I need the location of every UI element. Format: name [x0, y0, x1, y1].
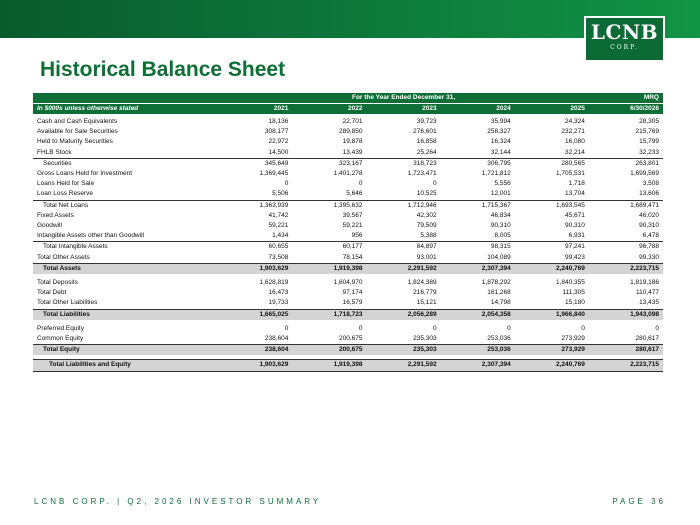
cell-value: 1,840,355 [555, 279, 585, 287]
cell-value: 1,718 [568, 180, 585, 188]
cell-value: 2,056,289 [367, 309, 441, 320]
table-row [33, 127, 663, 137]
cell-value: 42,302 [416, 211, 437, 219]
cell-value: 1,903,629 [218, 263, 292, 274]
cell-value: 280,617 [589, 345, 663, 356]
cell-value: 45,671 [564, 211, 585, 219]
table-row [33, 324, 663, 334]
cell-value: 956 [351, 232, 363, 240]
cell-value: 0 [432, 324, 437, 332]
cell-value: 280,565 [515, 158, 589, 169]
cell-value: 323,167 [292, 158, 366, 169]
column-header: 2023 [367, 104, 441, 115]
cell-value: 1,919,398 [292, 263, 366, 274]
cell-value: 1,824,389 [407, 279, 437, 287]
cell-value: 90,310 [564, 222, 585, 230]
cell-value: 2,291,592 [367, 263, 441, 274]
cell-value: 99,330 [639, 253, 659, 261]
row-label: Total Liabilities [33, 309, 218, 320]
cell-value: 90,310 [639, 222, 659, 230]
cell-value: 345,649 [218, 158, 292, 169]
cell-value: 15,180 [564, 299, 585, 307]
table-row [33, 169, 663, 179]
table-row [33, 137, 663, 147]
row-label: Loan Loss Reserve [37, 190, 94, 198]
cell-value: 273,929 [515, 345, 589, 356]
company-logo [584, 16, 665, 62]
cell-value: 1,723,471 [407, 170, 437, 178]
row-label: Available for Sale Securities [37, 128, 118, 136]
cell-value: 32,144 [490, 148, 511, 156]
cell-value: 59,221 [268, 222, 289, 230]
table-row [33, 278, 663, 288]
cell-value: 306,795 [441, 158, 515, 169]
row-label: Fixed Assets [37, 211, 74, 219]
cell-value: 216,779 [413, 289, 437, 297]
cell-value: 110,477 [635, 289, 659, 297]
table-row [33, 288, 663, 298]
table-row [33, 148, 663, 159]
row-label: Held to Maturity Securities [37, 138, 113, 146]
cell-value: 13,439 [342, 148, 363, 156]
cell-value: 1,604,970 [333, 279, 363, 287]
cell-value: 46,020 [639, 211, 659, 219]
cell-value: 16,473 [268, 289, 289, 297]
cell-value: 12,001 [490, 190, 511, 198]
cell-value: 318,723 [367, 158, 441, 169]
balance-sheet-table [33, 93, 663, 372]
table-row [33, 179, 663, 189]
cell-value: 1,689,471 [589, 200, 663, 211]
cell-value: 16,324 [490, 138, 511, 146]
cell-value: 1,699,569 [630, 170, 659, 178]
sub-row [33, 242, 663, 253]
cell-value: 84,897 [367, 242, 441, 253]
cell-value: 200,675 [292, 345, 366, 356]
cell-value: 2,307,394 [441, 360, 515, 371]
table-row [33, 253, 663, 264]
total-row [33, 263, 663, 274]
cell-value: 96,788 [589, 242, 663, 253]
cell-value: 13,435 [639, 299, 659, 307]
cell-value: 1,718,723 [292, 309, 366, 320]
cell-value: 1,721,812 [481, 170, 511, 178]
sub-row [33, 158, 663, 169]
cell-value: 22,701 [342, 118, 363, 125]
row-label: Total Other Assets [37, 253, 90, 261]
cell-value: 41,742 [268, 211, 289, 219]
cell-value: 253,036 [441, 345, 515, 356]
cell-value: 32,214 [564, 148, 585, 156]
cell-value: 2,054,358 [441, 309, 515, 320]
cell-value: 5,556 [494, 180, 511, 188]
header-row-period [33, 93, 663, 104]
cell-value: 1,819,186 [630, 279, 659, 287]
cell-value: 59,221 [342, 222, 363, 230]
logo-text: LCNB [590, 20, 659, 44]
cell-value: 276,601 [413, 128, 437, 136]
row-label: Goodwill [37, 222, 62, 230]
sub-row [33, 200, 663, 211]
cell-value: 1,903,629 [218, 360, 292, 371]
row-label: Gross Loans Held for Investment [37, 170, 133, 178]
cell-value: 1,369,445 [259, 170, 289, 178]
cell-value: 8,005 [494, 232, 511, 240]
column-header: 2021 [218, 104, 292, 115]
cell-value: 19,733 [268, 299, 289, 307]
column-header: 6/30/2026 [589, 104, 663, 115]
cell-value: 263,801 [589, 158, 663, 169]
cell-value: 93,001 [416, 253, 437, 261]
column-header: 2025 [515, 104, 589, 115]
cell-value: 308,177 [264, 128, 289, 136]
cell-value: 2,307,394 [441, 263, 515, 274]
cell-value: 78,154 [342, 253, 363, 261]
period-header: For the Year Ended December 31, [218, 93, 589, 104]
row-label: Total Liabilities and Equity [33, 360, 218, 371]
header-row-columns [33, 104, 663, 115]
cell-value: 39,567 [342, 211, 363, 219]
cell-value: 39,723 [416, 118, 437, 125]
cell-value: 2,240,769 [515, 360, 589, 371]
page-title: Historical Balance Sheet [40, 58, 286, 81]
cell-value: 60,655 [218, 242, 292, 253]
cell-value: 238,604 [264, 335, 289, 343]
row-label: Cash and Cash Equivalents [37, 118, 118, 125]
row-label: Loans Held for Sale [37, 180, 95, 188]
cell-value: 10,525 [416, 190, 437, 198]
row-label: Total Other Liabilities [37, 299, 98, 307]
cell-value: 97,241 [515, 242, 589, 253]
cell-value: 0 [284, 180, 289, 188]
cell-value: 1,966,840 [515, 309, 589, 320]
cell-value: 5,506 [272, 190, 289, 198]
cell-value: 0 [581, 324, 585, 332]
cell-value: 1,665,025 [218, 309, 292, 320]
column-header: 2022 [292, 104, 366, 115]
cell-value: 0 [507, 324, 511, 332]
cell-value: 25,264 [416, 148, 437, 156]
row-label: Securities [33, 158, 218, 169]
total-row [33, 309, 663, 320]
cell-value: 97,174 [342, 289, 363, 297]
cell-value: 6,478 [642, 232, 659, 240]
cell-value: 1,363,939 [218, 200, 292, 211]
cell-value: 0 [432, 180, 437, 188]
cell-value: 215,769 [635, 128, 659, 136]
cell-value: 1,712,946 [367, 200, 441, 211]
table-row [33, 334, 663, 345]
row-label: Common Equity [37, 335, 84, 343]
cell-value: 14,500 [268, 148, 289, 156]
cell-value: 200,675 [339, 335, 363, 343]
row-label: Total Deposits [37, 279, 78, 287]
cell-value: 1,693,545 [515, 200, 589, 211]
cell-value: 2,240,769 [515, 263, 589, 274]
table-row [33, 117, 663, 127]
table-row [33, 221, 663, 231]
cell-value: 28,305 [639, 118, 659, 125]
table-row [33, 211, 663, 221]
row-label: Total Debt [37, 289, 67, 297]
cell-value: 0 [358, 180, 363, 188]
cell-value: 258,327 [487, 128, 511, 136]
cell-value: 60,177 [292, 242, 366, 253]
cell-value: 15,799 [639, 138, 659, 146]
cell-value: 14,798 [490, 299, 511, 307]
cell-value: 2,291,592 [367, 360, 441, 371]
cell-value: 1,715,367 [441, 200, 515, 211]
cell-value: 15,121 [416, 299, 437, 307]
cell-value: 99,423 [564, 253, 585, 261]
table-body [33, 117, 663, 371]
row-label: Intangible Assets other than Goodwill [37, 232, 144, 240]
cell-value: 289,850 [339, 128, 363, 136]
cell-value: 1,401,278 [333, 170, 363, 178]
cell-value: 1,705,531 [555, 170, 585, 178]
row-label: Total Assets [33, 263, 218, 274]
cell-value: 0 [358, 324, 363, 332]
total-row [33, 345, 663, 356]
cell-value: 235,303 [367, 345, 441, 356]
cell-value: 232,271 [561, 128, 585, 136]
cell-value: 1,628,819 [259, 279, 289, 287]
grand-row [33, 360, 663, 371]
cell-value: 2,223,715 [589, 263, 663, 274]
cell-value: 6,931 [568, 232, 585, 240]
cell-value: 253,036 [487, 335, 511, 343]
cell-value: 46,834 [490, 211, 511, 219]
row-label: Total Equity [33, 345, 218, 356]
cell-value: 98,315 [441, 242, 515, 253]
cell-value: 1,395,632 [292, 200, 366, 211]
unit-note: In $000s unless otherwise stated [33, 104, 218, 115]
cell-value: 0 [284, 324, 289, 332]
cell-value: 1,434 [272, 232, 289, 240]
cell-value: 16,080 [564, 138, 585, 146]
row-label: Preferred Equity [37, 324, 84, 332]
cell-value: 0 [655, 324, 659, 332]
cell-value: 5,646 [346, 190, 363, 198]
cell-value: 3,508 [642, 180, 659, 188]
cell-value: 35,994 [490, 118, 511, 125]
cell-value: 24,324 [564, 118, 585, 125]
cell-value: 238,604 [218, 345, 292, 356]
table-row [33, 298, 663, 309]
cell-value: 13,606 [639, 190, 659, 198]
cell-value: 1,878,292 [481, 279, 511, 287]
cell-value: 235,303 [413, 335, 437, 343]
cell-value: 22,972 [268, 138, 289, 146]
row-label: Total Intangible Assets [33, 242, 218, 253]
cell-value: 104,089 [487, 253, 511, 261]
balance-sheet-table-container [33, 93, 663, 372]
cell-value: 79,509 [416, 222, 437, 230]
cell-value: 13,704 [564, 190, 585, 198]
cell-value: 5,388 [420, 232, 437, 240]
cell-value: 16,579 [342, 299, 363, 307]
cell-value: 16,858 [416, 138, 437, 146]
cell-value: 111,305 [562, 289, 585, 297]
table-row [33, 231, 663, 242]
row-label: Total Net Loans [33, 200, 218, 211]
cell-value: 19,878 [342, 138, 363, 146]
logo-subtext: CORP. [610, 44, 639, 51]
mrq-header: MRQ [589, 93, 663, 104]
column-header: 2024 [441, 104, 515, 115]
cell-value: 73,508 [268, 253, 289, 261]
cell-value: 32,233 [639, 148, 659, 156]
row-label: FHLB Stock [37, 148, 72, 156]
cell-value: 2,223,715 [589, 360, 663, 371]
footer-company-summary: LCNB CORP. | Q2, 2026 INVESTOR SUMMARY [34, 497, 322, 506]
cell-value: 90,310 [490, 222, 511, 230]
cell-value: 280,617 [635, 335, 659, 343]
cell-value: 273,929 [561, 335, 585, 343]
cell-value: 1,943,098 [589, 309, 663, 320]
cell-value: 1,919,398 [292, 360, 366, 371]
cell-value: 18,136 [268, 118, 289, 125]
cell-value: 161,268 [487, 289, 511, 297]
table-row [33, 189, 663, 200]
footer-page-number: PAGE 36 [612, 497, 666, 506]
